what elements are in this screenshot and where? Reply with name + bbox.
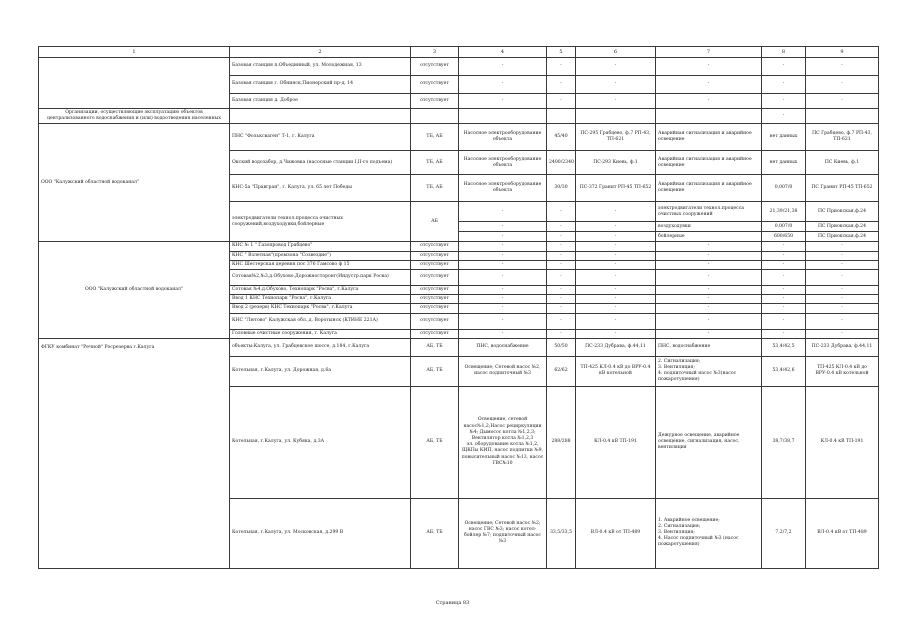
object-cell: Сотовая№2,№3,д.Обухово,Дорожносторонг(Индустр.парк Росва) [230,269,411,285]
dash-cell: - [459,329,547,338]
table-row [39,124,879,151]
object-cell: Котельная, г.Калуга, ул. Московская, д.299 В [230,498,411,568]
dash-cell: - [656,285,762,294]
dash-cell: - [806,313,879,329]
power-source-cell: ТБ, АБ [411,151,459,175]
power-source-cell: ТБ, АБ [411,175,459,202]
dash-cell: - [576,260,656,269]
dash-cell: - [656,58,762,76]
dash-cell: - [576,76,656,94]
power-source-cell: АБ, ТБ [411,498,459,568]
power-source-cell: АБ, ТБ [411,356,459,386]
power-source-cell: отсутствует [411,242,459,251]
dash-cell: - [459,269,547,285]
feeder-cell: ПС-293 Киевь, ф.1 [576,151,656,175]
dash-cell: - [547,285,576,294]
power-cell: 288/288 [547,386,576,498]
power-source-cell: отсутствует [411,304,459,313]
dash-cell: - [806,295,879,304]
dash-cell: - [459,295,547,304]
emergency-feeder-cell: ПС-233 Дубрава, ф.44,11 [806,338,879,356]
power-source-cell: АБ, ТБ [411,386,459,498]
dash-cell: - [762,260,806,269]
emergency-power-cell: 53,4/42,5 [762,338,806,356]
col-number: 8 [762,47,806,58]
dash-cell: - [576,232,656,242]
dash-cell: - [576,329,656,338]
empty-cell [806,109,879,124]
dash-cell: - [806,329,879,338]
equipment-cell: Освещение; Сетевой насос №2, насос подпиточный №3 [459,356,547,386]
col-number: 6 [576,47,656,58]
object-cell: Головные очистные сооружения, г. Калуга [230,329,411,338]
table-row [39,242,879,251]
col-number: 2 [230,47,411,58]
dash-cell: - [806,304,879,313]
emergency-load-cell: 1. Аварийное освещение; 2. Сигнализация; 3. Вентиляция; 4. Насос подпиточный №3 (насос пожаротушения) [656,498,762,568]
section-title: Организации, осуществляющие эксплуатацию объектов централизованного водоснабжения и (или) водоотведения населенных [39,109,230,124]
emergency-load-cell: Дежурное освещение, аварийное освещение, сигнализация, насос, вентиляция [656,386,762,498]
empty-cell [230,109,411,124]
emergency-feeder-cell: ПС Приокская,ф.24 [806,202,879,222]
dash-cell: - [547,242,576,251]
emergency-load-cell: Аварийная сигнализация и аварийное освещение [656,175,762,202]
dash-cell: - [576,269,656,285]
dash-cell: - [459,242,547,251]
power-cell: 30/30 [547,175,576,202]
emergency-load-cell: 2. Сигнализация; 3. Вентиляция; 4. подпиточный насос №3(насос пожаротушения) [656,356,762,386]
object-cell: ПНС "Фольксваген" Т-1, г. Калуга [230,124,411,151]
dash-cell: - [762,285,806,294]
dash-cell: - [656,313,762,329]
dash-cell: - [656,329,762,338]
table-row [39,338,879,356]
emergency-power-cell: 38,7/38,7 [762,386,806,498]
dash-cell: - [656,242,762,251]
dash-cell: - [547,58,576,76]
object-cell: Ввод 1 КНС Технопарк "Росва", г.Калуга [230,295,411,304]
feeder-cell: ВЛ-0.4 кВ от ТП-489 [576,498,656,568]
object-cell: Базовая станция д. Доброе [230,94,411,109]
dash-cell: - [576,295,656,304]
power-source-cell: отсутствует [411,260,459,269]
dash-cell: - [576,202,656,222]
dash-cell: - [806,260,879,269]
equipment-cell: Освещение; Сетевой насос №2; насос ГВС №3; насос котел-бойлер №7; подпиточный насос №3 [459,498,547,568]
dash-cell: - [547,76,576,94]
dash-cell: - [459,76,547,94]
power-source-cell: отсутствует [411,285,459,294]
dash-cell: - [459,304,547,313]
col-number: 9 [806,47,879,58]
dash-cell: - [459,232,547,242]
power-source-cell: АБ, ТБ [411,338,459,356]
feeder-cell: КЛ-0.4 кВ ТП-191 [576,386,656,498]
dash-cell: - [576,58,656,76]
dash-cell: - [576,222,656,232]
dash-cell: - [547,313,576,329]
emergency-feeder-cell: ПС Приокская,ф.24 [806,232,879,242]
emergency-power-cell: 0,007/0 [762,222,806,232]
power-source-cell: отсутствует [411,295,459,304]
feeder-cell: ПС-295 Грабцево, ф.7 РП-43, ТП-621 [576,124,656,151]
dash-cell: - [762,251,806,260]
emergency-feeder-cell: ВЛ-0.4 кВ от ТП-489 [806,498,879,568]
dash-cell: - [762,76,806,94]
dash-cell: - [459,313,547,329]
empty-cell [547,109,576,124]
equipment-cell: ПНС, водоснабжение [459,338,547,356]
power-source-cell: ТБ, АБ [411,124,459,151]
emergency-feeder-cell: ПС Гранит РП-45 ТП-652 [806,175,879,202]
empty-cell [459,109,547,124]
dash-cell: - [459,251,547,260]
dash-cell: - [762,269,806,285]
emergency-feeder-cell: ТП-425 КЛ-0.4 кВ до ВРУ-0.4 кВ котельной [806,356,879,386]
empty-cell [576,109,656,124]
object-cell: Окский водозабор, д.Чижовка (насосные станции I,II-го подъема) [230,151,411,175]
emergency-power-cell: 7,2/7,2 [762,498,806,568]
object-cell: Сотовая №4,д.Обухово, Технопарк "Росва", г.Калуга [230,285,411,294]
table-row [39,58,879,76]
dash-cell: - [459,285,547,294]
emergency-power-cell: 0,007/0 [762,175,806,202]
dash-cell: - [547,232,576,242]
dash-cell: - [762,94,806,109]
emergency-load-cell: ПНС, водоснабжение [656,338,762,356]
dash-cell: - [762,313,806,329]
dash-cell: - [806,76,879,94]
dash-cell: - [547,94,576,109]
emergency-power-cell: 53,4/42,6 [762,356,806,386]
object-cell: Базовая станция п.Объединный, ул. Молодежная, 13 [230,58,411,76]
emergency-feeder-cell: ПС Киевь, ф.1 [806,151,879,175]
object-cell: Ввод 2 (резерв) КНС Технопарк "Росва", г.Калуга [230,304,411,313]
power-cell: 50/50 [547,338,576,356]
power-source-cell: отсутствует [411,58,459,76]
dash-cell: - [762,58,806,76]
empty-cell [411,109,459,124]
dash-cell: - [762,304,806,313]
power-source-cell: отсутствует [411,313,459,329]
dash-cell: - [762,109,806,124]
power-source-cell: АБ [411,202,459,242]
power-cell: 33,5/33,5 [547,498,576,568]
dash-cell: - [762,329,806,338]
organization-cell: ФГКУ комбинат "Речной" Росрезерва г.Калуга [39,338,230,568]
dash-cell: - [547,222,576,232]
organization-cell: ООО "Калужский областной водоканал" [39,242,230,338]
dash-cell: - [459,222,547,232]
emergency-load-cell: электродвигатели технол.процесса очистных сооружений [656,202,762,222]
dash-cell: - [576,285,656,294]
dash-cell: - [656,295,762,304]
object-cell: электродвигатели технол.процесса очистных сооружений,воздуходувки,бойлерные [230,202,411,242]
dash-cell: - [547,329,576,338]
page-number: Страница 83 [435,600,470,606]
power-cell: 2400/2340 [547,151,576,175]
section-row [39,109,879,124]
dash-cell: - [459,58,547,76]
object-cell: КНС-5а "Правгран", г. Калуга, ул. 65 лет Победы [230,175,411,202]
power-source-cell: отсутствует [411,76,459,94]
dash-cell: - [547,295,576,304]
dash-cell: - [806,285,879,294]
dash-cell: - [656,251,762,260]
empty-cell [39,58,230,109]
dash-cell: - [576,304,656,313]
col-number: 5 [547,47,576,58]
equipment-cell: Насосное электрооборудование объекта [459,124,547,151]
emergency-power-cell: 21,39/21,38 [762,202,806,222]
power-source-cell: отсутствует [411,269,459,285]
dash-cell: - [547,260,576,269]
dash-cell: - [806,251,879,260]
object-cell: КНС "Лютово" Калужская обл.,д. Воротынск (КТИНЕ 221А) [230,313,411,329]
emergency-load-cell: бойлерные [656,232,762,242]
emergency-power-cell: нет данных [762,151,806,175]
dash-cell: - [547,269,576,285]
empty-cell [656,109,762,124]
feeder-cell: ПС-233 Дубрава, ф.44,11 [576,338,656,356]
dash-cell: - [656,304,762,313]
dash-cell: - [762,242,806,251]
power-source-cell: отсутствует [411,329,459,338]
object-cell: Базовая станция г. Обнинск,Пионерский пр-д, 14 [230,76,411,94]
dash-cell: - [656,94,762,109]
object-cell: КНС № 1 " Газопровод Грабцево" [230,242,411,251]
col-number: 7 [656,47,762,58]
dash-cell: - [576,313,656,329]
emergency-load-cell: воздуходувки [656,222,762,232]
dash-cell: - [576,251,656,260]
equipment-cell: Освещение, сетевой насос№1,2;Насос рециркуляции №4; Дымосос котла №1,2,3; Вентилятор котла №1,2,3 эл. оборудование котла №1,2, ЩКПы КИП, насос подпитки №9, повысительный насос №13, насос ГВС№10 [459,386,547,498]
equipment-cell: Насосное электрооборудование объекта [459,175,547,202]
dash-cell: - [459,202,547,222]
feeder-cell: ТП-425 КЛ-0.4 кВ до ВРУ-0.4 кВ котельной [576,356,656,386]
col-number: 1 [39,47,230,58]
dash-cell: - [547,251,576,260]
power-cell: 45/40 [547,124,576,151]
power-source-cell: отсутствует [411,251,459,260]
dash-cell: - [459,260,547,269]
dash-cell: - [459,94,547,109]
dash-cell: - [547,304,576,313]
power-cell: 62/62 [547,356,576,386]
emergency-power-cell: 600/650 [762,232,806,242]
dash-cell: - [656,76,762,94]
header-row [39,47,879,58]
dash-cell: - [806,269,879,285]
object-cell: КНС Шестерская деревня пос 376 Гамсово ф 15 [230,260,411,269]
emergency-feeder-cell: КЛ-0.4 кВ ТП-191 [806,386,879,498]
object-cell: Котельная, г.Калуга, ул. Кубяка, д.3А [230,386,411,498]
facilities-table [38,46,879,569]
emergency-load-cell: Аварийная сигнализация и аварийное освещение [656,151,762,175]
col-number: 3 [411,47,459,58]
emergency-load-cell: Аварийная сигнализация и аварийное освещение [656,124,762,151]
equipment-cell: Насосное электрооборудование объекта [459,151,547,175]
dash-cell: - [576,94,656,109]
dash-cell: - [806,242,879,251]
object-cell: объекты:Калуга, ул. Грабцевское шоссе, д.184, г.Калуга [230,338,411,356]
emergency-feeder-cell: ПС Приокская,ф.24 [806,222,879,232]
emergency-feeder-cell: ПС Грабцево, ф.7 РП-43, ТП-621 [806,124,879,151]
dash-cell: - [656,260,762,269]
object-cell: Котельная, г.Калуга, ул. Дорожная, д.6а [230,356,411,386]
dash-cell: - [762,295,806,304]
dash-cell: - [806,94,879,109]
dash-cell: - [656,269,762,285]
organization-cell: ООО "Калужский областной водоканал" [39,124,230,242]
object-cell: КНС " Взлетная"(промзона "Созвездие") [230,251,411,260]
power-source-cell: отсутствует [411,94,459,109]
dash-cell: - [806,58,879,76]
dash-cell: - [576,242,656,251]
feeder-cell: ПС-372 Гранит РП-45 ТП-652 [576,175,656,202]
col-number: 4 [459,47,547,58]
emergency-power-cell: нет данных [762,124,806,151]
dash-cell: - [547,202,576,222]
